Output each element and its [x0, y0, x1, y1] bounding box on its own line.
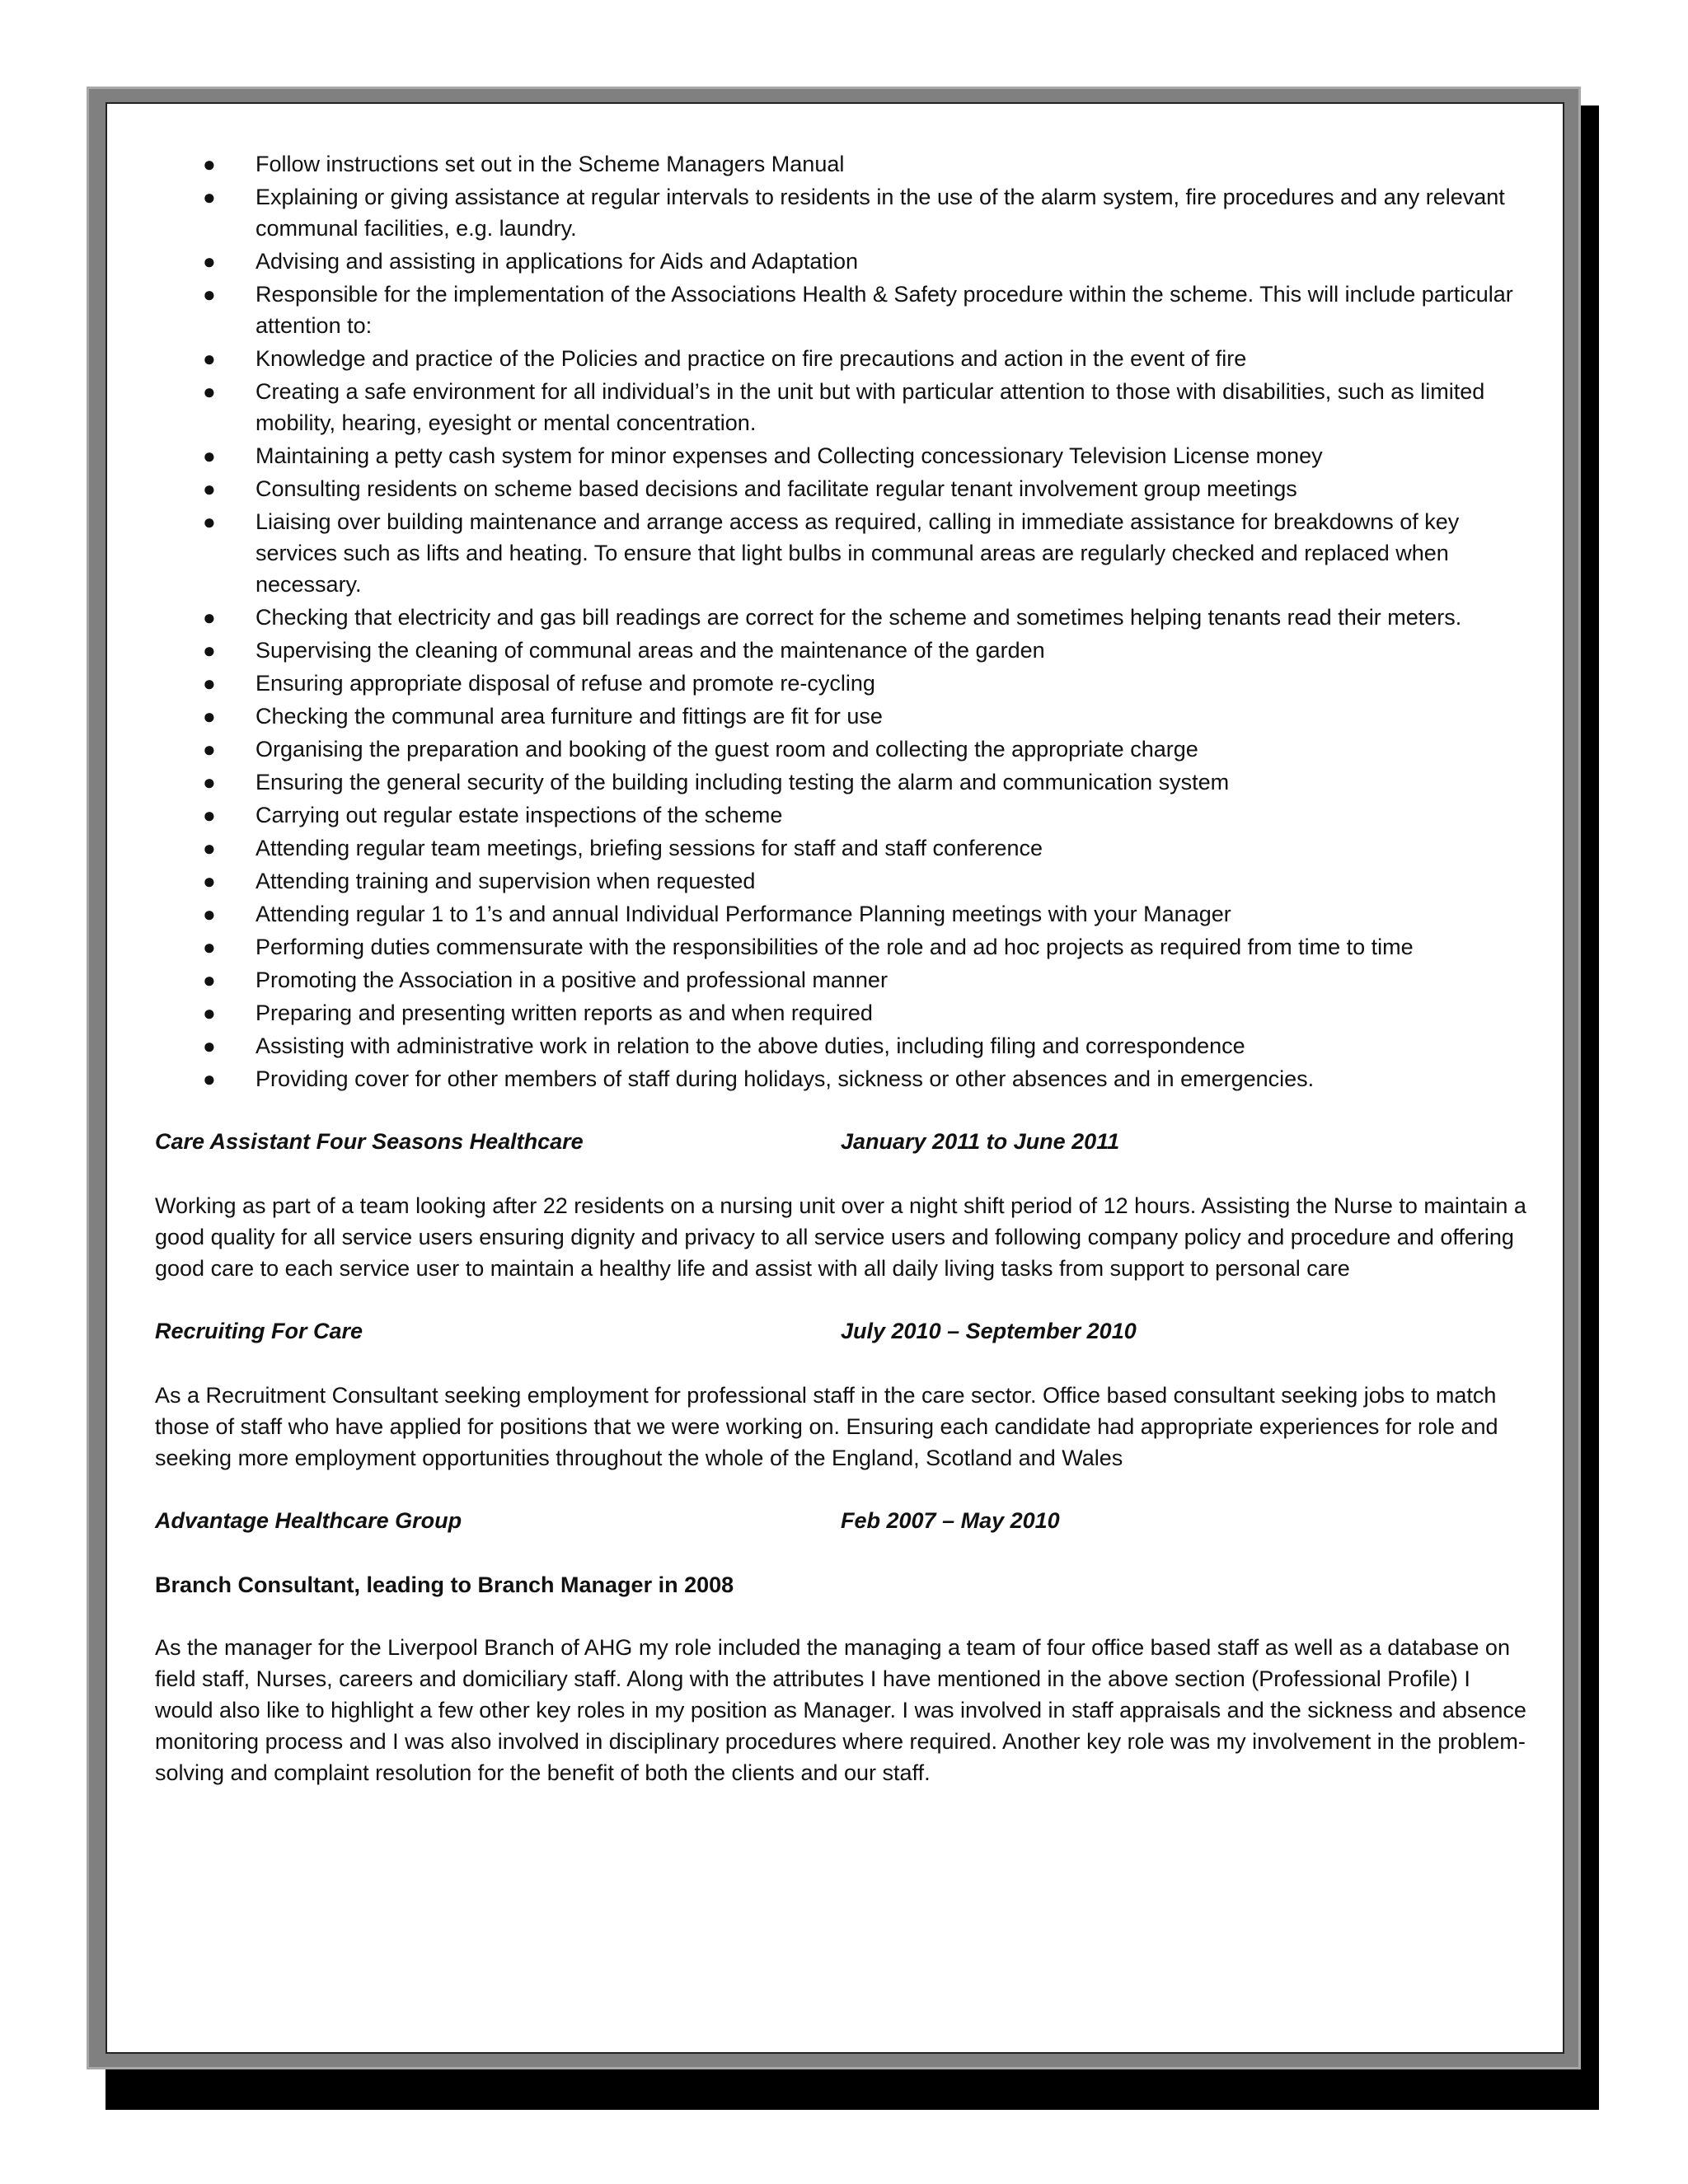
- duty-item: ● Ensuring the general security of the building including testing the alarm and communication system: [155, 766, 1531, 798]
- bullet-icon: ●: [203, 902, 216, 926]
- bullet-icon: ●: [203, 704, 216, 729]
- bullet-icon: ●: [203, 671, 216, 696]
- job-employer: Recruiting For Care: [155, 1319, 363, 1343]
- job-description: As a Recruitment Consultant seeking employment for professional staff in the care sector. Office based consultant seeking jobs to match those of staff who have applied for positions that we were working on. Ensuring each candidate had appropriate experiences for role and seeking more employment opportunities throughout the whole of the England, Scotland and Wales: [155, 1383, 1498, 1470]
- bullet-icon: ●: [203, 935, 216, 959]
- duty-item: ● Organising the preparation and booking of the guest room and collecting the appropriate charge: [155, 733, 1531, 765]
- duty-item: ● Knowledge and practice of the Policies and practice on fire precautions and action in the event of fire: [155, 343, 1531, 374]
- duties-list: [155, 148, 1531, 1094]
- job-dates: July 2010 – September 2010: [841, 1319, 1137, 1343]
- bullet-icon: ●: [203, 346, 216, 371]
- job-description: Working as part of a team looking after 22 residents on a nursing unit over a night shift period of 12 hours. Assisting the Nurse to maintain a good quality for all service users ensuring dignity and privacy to all service users and following company policy and procedure and offering good care to each service user to maintain a healthy life and assist with all daily living tasks from support to personal care: [155, 1193, 1526, 1281]
- bullet-icon: ●: [203, 737, 216, 762]
- bullet-icon: ●: [203, 1066, 216, 1091]
- bullet-icon: ●: [203, 152, 216, 176]
- bullet-icon: ●: [203, 282, 216, 307]
- job-heading-recruiting-for-care: [155, 1315, 1531, 1348]
- job-employer: Care Assistant Four Seasons Healthcare: [155, 1129, 584, 1154]
- bullet-icon: ●: [203, 770, 216, 794]
- duty-item: ● Preparing and presenting written reports as and when required: [155, 997, 1531, 1029]
- job-employer: Advantage Healthcare Group: [155, 1508, 462, 1533]
- duty-item: ● Explaining or giving assistance at regular intervals to residents in the use of the alarm system, fire procedures and any relevant communal facilities, e.g. laundry.: [155, 181, 1531, 244]
- duty-item: ● Assisting with administrative work in relation to the above duties, including filing and correspondence: [155, 1030, 1531, 1062]
- bullet-icon: ●: [203, 803, 216, 827]
- duty-item: ● Ensuring appropriate disposal of refuse and promote re-cycling: [155, 668, 1531, 699]
- bullet-icon: ●: [203, 249, 216, 274]
- job-role-title: Branch Consultant, leading to Branch Manager in 2008: [155, 1572, 734, 1597]
- duty-item: ● Advising and assisting in applications for Aids and Adaptation: [155, 246, 1531, 277]
- bullet-icon: ●: [203, 836, 216, 860]
- bullet-icon: ●: [203, 379, 216, 404]
- duty-item: ● Consulting residents on scheme based decisions and facilitate regular tenant involvement group meetings: [155, 473, 1531, 504]
- bullet-icon: ●: [203, 185, 216, 209]
- duty-item: ● Attending training and supervision when requested: [155, 865, 1531, 897]
- duty-item: ● Liaising over building maintenance and arrange access as required, calling in immediate assistance for breakdowns of key services such as lifts and heating. To ensure that light bulbs in communal areas are regularly checked and replaced when necessary.: [155, 506, 1531, 600]
- duty-item: ● Performing duties commensurate with the responsibilities of the role and ad hoc projects as required from time to time: [155, 931, 1531, 963]
- duty-item: ● Promoting the Association in a positive and professional manner: [155, 964, 1531, 996]
- duty-item: ● Follow instructions set out in the Scheme Managers Manual: [155, 148, 1531, 180]
- job-heading-advantage-healthcare: [155, 1505, 1531, 1538]
- cv-content: [155, 148, 1531, 1788]
- bullet-icon: ●: [203, 509, 216, 534]
- duty-item: ● Carrying out regular estate inspections of the scheme: [155, 799, 1531, 831]
- duty-item: ● Checking the communal area furniture and fittings are fit for use: [155, 701, 1531, 732]
- bullet-icon: ●: [203, 869, 216, 893]
- job-dates: Feb 2007 – May 2010: [841, 1508, 1060, 1533]
- duty-item: ● Checking that electricity and gas bill readings are correct for the scheme and sometimes helping tenants read their meters.: [155, 602, 1531, 633]
- bullet-icon: ●: [203, 476, 216, 501]
- job-description: As the manager for the Liverpool Branch of AHG my role included the managing a team of four office based staff as well as a database on field staff, Nurses, careers and domiciliary staff. Along with the attributes I have mentioned in the above section (Professional Profile) I would also like to highlight a few other key roles in my position as Manager. I was involved in staff appraisals and the sickness and absence monitoring process and I was also involved in disciplinary procedures where required. Another key role was my involvement in the problem-solving and complaint resolution for the benefit of both the clients and our staff.: [155, 1635, 1526, 1785]
- duty-item: ● Creating a safe environment for all individual’s in the unit but with particular attention to those with disabilities, such as limited mobility, hearing, eyesight or mental concentration.: [155, 376, 1531, 438]
- duty-item: ● Responsible for the implementation of the Associations Health & Safety procedure within the scheme. This will include particular attention to:: [155, 279, 1531, 341]
- job-dates: January 2011 to June 2011: [841, 1129, 1120, 1154]
- bullet-icon: ●: [203, 968, 216, 992]
- duty-item: ● Attending regular team meetings, briefing sessions for staff and staff conference: [155, 832, 1531, 864]
- bullet-icon: ●: [203, 443, 216, 468]
- duty-item: ● Attending regular 1 to 1’s and annual Individual Performance Planning meetings with your Manager: [155, 898, 1531, 930]
- duty-item: ● Supervising the cleaning of communal areas and the maintenance of the garden: [155, 635, 1531, 666]
- bullet-icon: ●: [203, 1001, 216, 1025]
- job-heading-four-seasons: [155, 1126, 1531, 1159]
- bullet-icon: ●: [203, 605, 216, 630]
- bullet-icon: ●: [203, 638, 216, 663]
- duty-item: ● Maintaining a petty cash system for minor expenses and Collecting concessionary Television License money: [155, 440, 1531, 471]
- duty-item: ● Providing cover for other members of staff during holidays, sickness or other absences and in emergencies.: [155, 1063, 1531, 1094]
- bullet-icon: ●: [203, 1033, 216, 1058]
